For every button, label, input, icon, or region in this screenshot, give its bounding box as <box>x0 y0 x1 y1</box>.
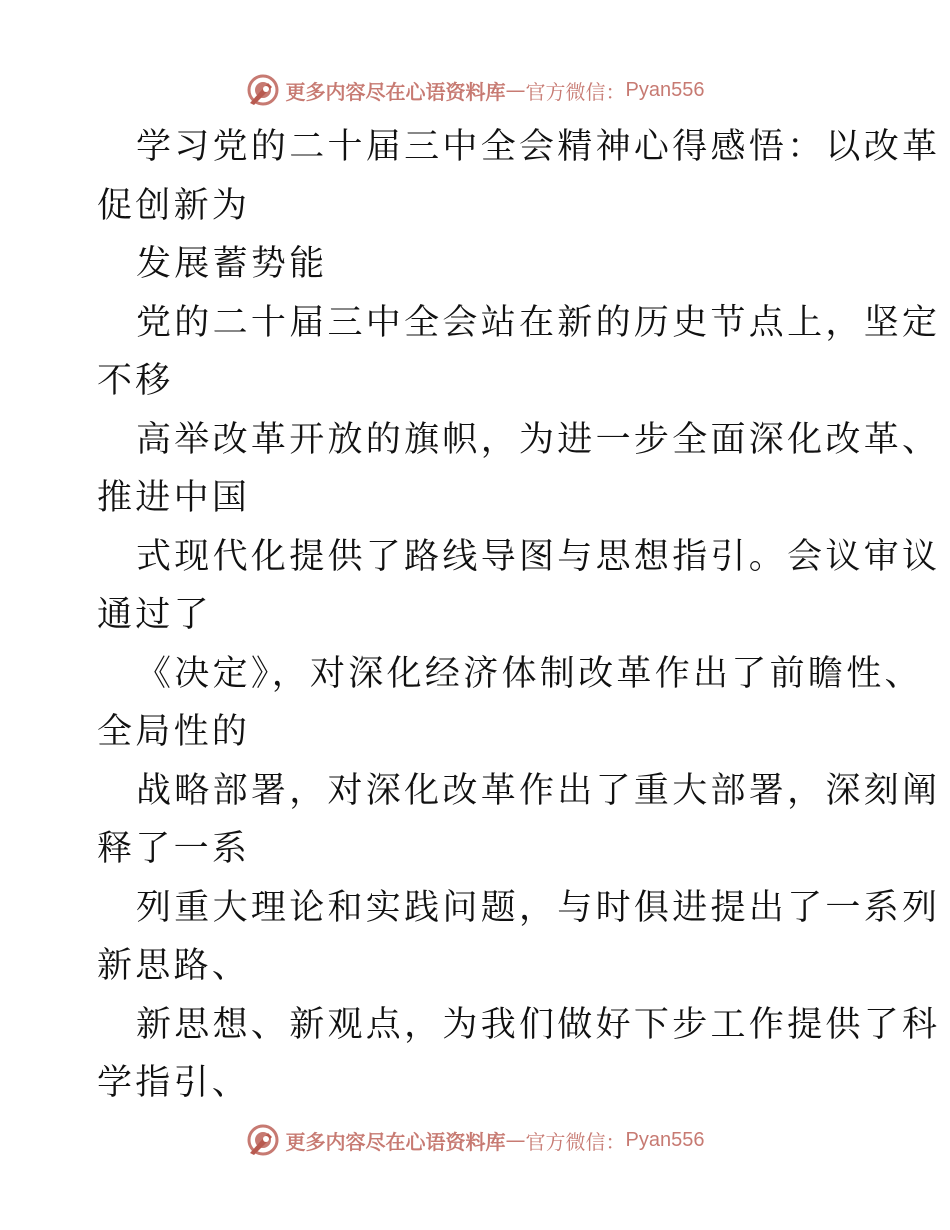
text-line: 新思想、新观点，为我们做好下步工作提供了科 <box>136 1004 941 1045</box>
banner-official-label: 官方微信： <box>525 1129 626 1154</box>
text-line: 发展蓄势能 <box>136 244 328 284</box>
banner-wechat-id: Pyan556 <box>625 78 705 101</box>
text-line: 通过了 <box>97 595 212 635</box>
paragraph <box>97 645 923 762</box>
text-line: 《决定》，对深化经济体制改革作出了前瞻性、 <box>136 653 923 694</box>
footer-banner <box>0 1120 950 1160</box>
text-line: 不移 <box>97 361 174 401</box>
text-line: 学习党的二十届三中全会精神心得感悟：以改革 <box>136 127 941 167</box>
paragraph <box>97 879 941 996</box>
text-line: 战略部署，对深化改革作出了重大部署，深刻阐 <box>136 770 941 811</box>
text-line: 新思路、 <box>97 946 251 986</box>
banner-wechat-id: Pyan556 <box>625 1128 705 1151</box>
paragraph <box>97 235 857 294</box>
banner-separator: — <box>505 1128 526 1152</box>
text-line: 高举改革开放的旗帜，为进一步全面深化改革、 <box>136 419 941 460</box>
paragraph <box>97 762 941 879</box>
text-line: 党的二十届三中全会站在新的历史节点上，坚定 <box>136 302 941 343</box>
banner-main-text: 更多内容尽在心语资料库 <box>285 1129 506 1154</box>
paragraph <box>97 411 941 528</box>
text-line: 释了一系 <box>97 829 251 869</box>
banner-official-label: 官方微信： <box>525 79 626 104</box>
banner-main-text: 更多内容尽在心语资料库 <box>285 79 506 104</box>
paragraph <box>97 118 941 235</box>
text-line: 推进中国 <box>97 478 251 518</box>
text-line: 全局性的 <box>97 712 251 752</box>
text-line: 促创新为 <box>97 185 251 226</box>
banner-separator: — <box>505 78 526 102</box>
header-banner <box>0 70 950 110</box>
paragraph <box>97 996 941 1113</box>
document-body <box>97 118 941 1113</box>
text-line: 学指引、 <box>97 1063 251 1103</box>
paragraph <box>97 528 941 645</box>
pen-logo-icon <box>246 1123 280 1157</box>
text-line: 式现代化提供了路线导图与思想指引。会议审议 <box>136 536 941 577</box>
paragraph <box>97 294 941 411</box>
pen-logo-icon <box>246 73 280 107</box>
text-line: 列重大理论和实践问题，与时俱进提出了一系列 <box>136 887 941 928</box>
